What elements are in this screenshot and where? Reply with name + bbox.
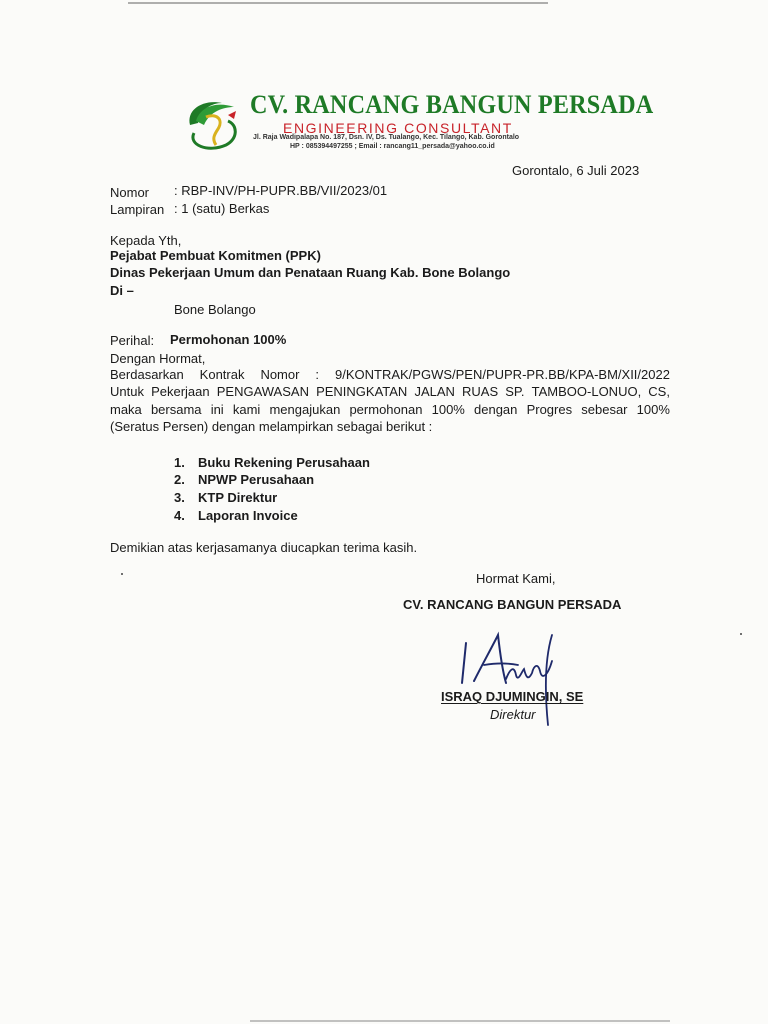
list-item bbox=[174, 508, 298, 523]
body-word: : bbox=[315, 367, 320, 382]
list-label: Laporan Invoice bbox=[198, 508, 298, 523]
company-logo-icon bbox=[182, 95, 246, 151]
closing-text: Demikian atas kerjasamanya diucapkan terima kasih. bbox=[110, 540, 418, 555]
body-word: permohonan bbox=[349, 402, 423, 417]
list-number: 2. bbox=[174, 472, 185, 487]
body-word: Pekerjaan bbox=[151, 384, 210, 399]
list-number: 3. bbox=[174, 490, 185, 505]
list-number: 4. bbox=[174, 508, 185, 523]
body-word: Progres bbox=[526, 402, 573, 417]
list-item bbox=[174, 490, 277, 505]
company-address: Jl. Raja Wadipalapa No. 187, Dsn. IV, Ds. Tualango, Kec. Tilango, Kab. Gorontalo bbox=[253, 134, 520, 141]
body-word: Untuk bbox=[110, 384, 144, 399]
handwritten-signature bbox=[452, 625, 572, 745]
body-word: Kontrak bbox=[199, 367, 245, 382]
body-word: TAMBOO-LONUO, bbox=[531, 384, 642, 399]
scan-speck bbox=[121, 573, 123, 575]
body-word: Nomor bbox=[260, 367, 300, 382]
signature-regards: Hormat Kami, bbox=[476, 571, 556, 586]
list-label: KTP Direktur bbox=[198, 490, 278, 505]
body-line-4: (Seratus Persen) dengan melampirkan sebagai berikut : bbox=[110, 419, 433, 434]
company-subtitle: ENGINEERING CONSULTANT bbox=[283, 120, 513, 136]
lampiran-label: Lampiran bbox=[110, 202, 165, 217]
body-word: maka bbox=[110, 402, 142, 417]
signature-company: CV. RANCANG BANGUN PERSADA bbox=[403, 597, 622, 612]
body-line-3 bbox=[110, 402, 670, 418]
list-label: Buku Rekening Perusahaan bbox=[198, 455, 370, 470]
body-word: CS, bbox=[648, 384, 670, 399]
body-line-2 bbox=[110, 384, 670, 400]
body-word: RUAS bbox=[462, 384, 499, 399]
list-label: NPWP Perusahaan bbox=[198, 472, 315, 487]
body-word: Berdasarkan bbox=[110, 367, 184, 382]
lampiran-value: : 1 (satu) Berkas bbox=[174, 201, 270, 216]
subject-label: Perihal: bbox=[110, 333, 155, 348]
contract-number: 9/KONTRAK/PGWS/PEN/PUPR-PR.BB/KPA-BM/XII/2022 bbox=[334, 367, 670, 382]
body-word: 100% bbox=[636, 402, 670, 417]
recipient-place: Bone Bolango bbox=[174, 302, 256, 317]
scan-edge-bottom bbox=[250, 1020, 670, 1022]
scan-speck bbox=[740, 633, 742, 635]
body-word: kami bbox=[232, 402, 261, 417]
body-word: SP. bbox=[505, 384, 525, 399]
body-word: mengajukan bbox=[269, 402, 341, 417]
list-number: 1. bbox=[174, 455, 185, 470]
recipient-di: Di – bbox=[110, 283, 134, 298]
signatory-title: Direktur bbox=[490, 707, 536, 722]
body-word: PENINGKATAN bbox=[316, 384, 408, 399]
body-word: dengan bbox=[474, 402, 518, 417]
company-name: CV. RANCANG BANGUN PERSADA bbox=[250, 90, 654, 119]
letter-date: Gorontalo, 6 Juli 2023 bbox=[512, 163, 640, 178]
recipient-line2: Dinas Pekerjaan Umum dan Penataan Ruang Kab. Bone Bolango bbox=[110, 265, 511, 280]
list-item bbox=[174, 455, 370, 470]
body-line-1 bbox=[110, 367, 670, 383]
company-contact: HP : 085394497255 ; Email : rancang11_persada@yahoo.co.id bbox=[290, 143, 495, 150]
body-word: sebesar bbox=[581, 402, 628, 417]
body-word: bersama bbox=[150, 402, 202, 417]
signatory-name: ISRAQ DJUMINGIN, SE bbox=[441, 689, 584, 704]
scan-edge-top bbox=[128, 2, 548, 4]
salutation: Dengan Hormat, bbox=[110, 351, 206, 366]
body-word: ini bbox=[210, 402, 224, 417]
recipient-line1: Pejabat Pembuat Komitmen (PPK) bbox=[110, 248, 321, 263]
nomor-value: : RBP-INV/PH-PUPR.BB/VII/2023/01 bbox=[174, 183, 388, 198]
subject-value: Permohonan 100% bbox=[170, 332, 287, 347]
list-item bbox=[174, 472, 314, 487]
body-word: JALAN bbox=[414, 384, 455, 399]
recipient-greeting: Kepada Yth, bbox=[110, 233, 182, 248]
nomor-label: Nomor bbox=[110, 185, 150, 200]
body-word: PENGAWASAN bbox=[216, 384, 309, 399]
body-word: 100% bbox=[431, 402, 465, 417]
